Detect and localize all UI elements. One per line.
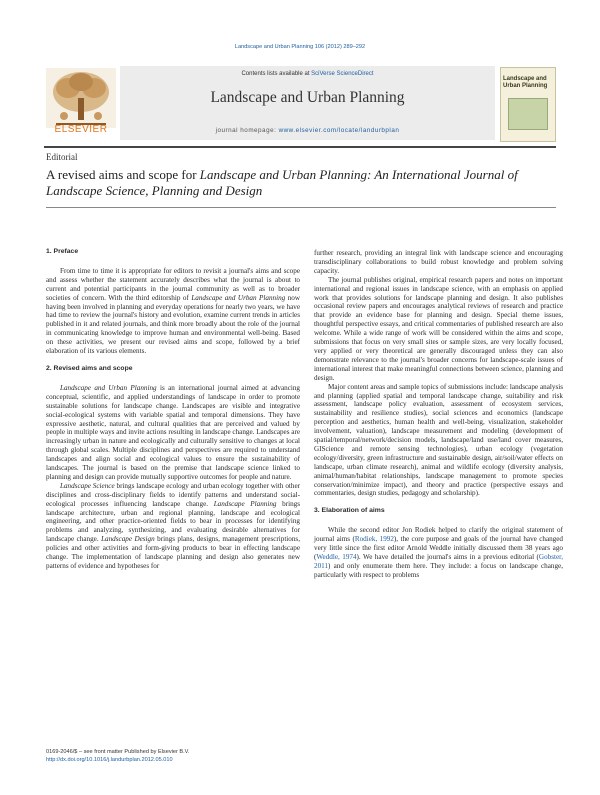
publisher-name: ELSEVIER bbox=[54, 124, 108, 135]
right-column bbox=[314, 249, 563, 580]
journal-citation: Landscape and Urban Planning 106 (2012) 289–292 bbox=[234, 44, 366, 50]
title-plain: A revised aims and scope for bbox=[46, 167, 200, 182]
contents-availability bbox=[120, 71, 495, 77]
sciencedirect-link[interactable]: SciVerse ScienceDirect bbox=[311, 71, 374, 77]
cover-title: Landscape and Urban Planning bbox=[503, 76, 548, 89]
title-italic: Landscape and Urban Planning: An International Journal of Landscape Science, Planning and Design bbox=[46, 167, 518, 198]
paragraph-preface: From time to time it is appropriate for editors to revisit a journal's aims and scope and assess whether the statement accurately describes what the journal is about to current and potential participants in the journal community as well as to broader societies of concern. With the third editorship of Landscape and Urban Planning now having been involved in planning and everyday operations for nearly two years, we have had time to review the journal's history and evolution, examine current trends in articles published in it and related journals, and think more broadly about the role of the journal in communicating knowledge to improve human and environmental well-being. Based on these activities, we present our revised aims and scope, followed by a brief elaboration of its various elements. bbox=[46, 266, 300, 356]
reference-link[interactable]: Gobster, 2011 bbox=[314, 553, 564, 570]
paragraph-publishes: The journal publishes original, empirical research papers and notes on important international and regional issues in landscape science, with an emphasis on applied work that provides solutions for landscape planning and design. It also publishes occasional review papers and encourages analytical reviews of research and practice that provide an evidence base for planning and design. Special theme issues, thoughtful perspective essays, and critical commentaries of published research are also welcome. While a wide range of work will be considered within the aims and scope, submissions that focus on very small sites or sample sizes, are very locally focused, very applied or very theoretical are generally discouraged unless they can also demonstrate relevance to the journal's broader concerns for landscape-scale issues of international interest that make meaningful connections between science, planning and design. bbox=[314, 275, 563, 382]
doi-link[interactable]: http://dx.doi.org/10.1016/j.landurbplan.2012.05.010 bbox=[46, 757, 173, 763]
header-rule bbox=[44, 146, 556, 148]
homepage-prefix: journal homepage: bbox=[215, 127, 279, 134]
section-label: Editorial bbox=[46, 152, 78, 162]
homepage-link[interactable]: www.elsevier.com/locate/landurbplan bbox=[278, 127, 400, 134]
contents-prefix: Contents lists available at bbox=[241, 71, 312, 77]
paragraph-continued: further research, providing an integral link with landscape science and encouraging transdisciplinary collaborations to build robust knowledge and problem solving capacity. bbox=[314, 249, 563, 275]
reference-link[interactable]: Rodiek, 1992 bbox=[354, 535, 394, 544]
elsevier-tree-logo bbox=[46, 68, 116, 128]
heading-elaboration: 3. Elaboration of aims bbox=[314, 507, 385, 515]
title-rule bbox=[46, 207, 556, 208]
journal-homepage bbox=[120, 127, 495, 134]
reference-link[interactable]: Weddle, 1974 bbox=[316, 553, 357, 561]
journal-title: Landscape and Urban Planning bbox=[210, 89, 405, 106]
heading-revised-aims: 2. Revised aims and scope bbox=[46, 364, 133, 372]
paragraph-elaboration: While the second editor Jon Rodiek helped to clarify the original statement of journal aims (Rodiek, 1992), the core purpose and goals of the journal have changed very little since the first editor Arnold Weddle initially discussed them 38 years ago (Weddle, 1974). We have detailed the journal's aims in a previous editorial (Gobster, 2011) and only enumerate them here. They include: a focus on landscape change, particularly with respect to problems bbox=[314, 526, 564, 579]
paragraph-content-areas: Major content areas and sample topics of submissions include: landscape analysis and planning (applied spatial and temporal landscape change, suitability and risk assessment, landscape policy evaluation, assessment of ecosystem services, sustainability and resilience studies), social sciences and economics (landscape perception and aesthetics, human health and well-being, visualization, stakeholder involvement, valuation), landscape measurement and modeling (development of spatial/temporal/network/decision models, landscape/land use/land cover measures, GIScience and remote sensing technologies), urban ecology (vegetation ecology/diversity, green infrastructure and sustainable design, air/soil/water effects on landscape, urban climate research), animal and wildlife ecology (diversity analysis, animal/human/habitat relationships, landscape management to promote species conservation/minimize impact), and theory and practice (perspective essays and commentaries, design studies, pedagogy and scholarship). bbox=[314, 382, 563, 498]
paragraph-aims-2: Landscape Science brings landscape ecology and urban ecology together with other disciplines and cross-disciplinary fields to identify patterns and understand social-ecological processes influencing landscape change. Landscape Planning brings landscape architecture, urban and regional planning, landscape and ecological engineering, and other practice-oriented fields to bear in processes for identifying problems and analyzing, synthesizing, and evaluating desirable alternatives for landscape change. Landscape Design brings plans, designs, management prescriptions, policies and other activities and form-giving products to bear in effecting landscape change. The implementation of landscape planning and design also generates new patterns of evidence and hypotheses for bbox=[46, 481, 301, 570]
article-title bbox=[46, 167, 556, 199]
cover-image bbox=[508, 98, 548, 130]
paragraph-aims-1: Landscape and Urban Planning is an international journal aimed at advancing conceptual, scientific, and applied understandings of landscape in order to promote sustainable solutions for landscape change. Landscapes are visible and integrative social-ecological systems with variable spatial and temporal dimensions. They have expressive aesthetic, natural, and cultural qualities that are perceived and valued by people in multiple ways and invite actions resulting in landscape change. Landscapes are increasingly urban in nature and ecologically and culturally sensitive to changes at local through global scales. Multiple disciplines and perspectives are required to understand landscapes and align social and ecological values to ensure the sustainability of landscapes. The journal is based on the premise that landscape science linked to planning and design can provide mutually supportive outcomes for people and nature. bbox=[46, 383, 301, 481]
footer bbox=[46, 748, 189, 764]
left-column bbox=[46, 248, 300, 571]
issn-line: 0169-2046/$ – see front matter Published by Elsevier B.V. bbox=[46, 749, 190, 755]
heading-preface: 1. Preface bbox=[46, 248, 79, 255]
